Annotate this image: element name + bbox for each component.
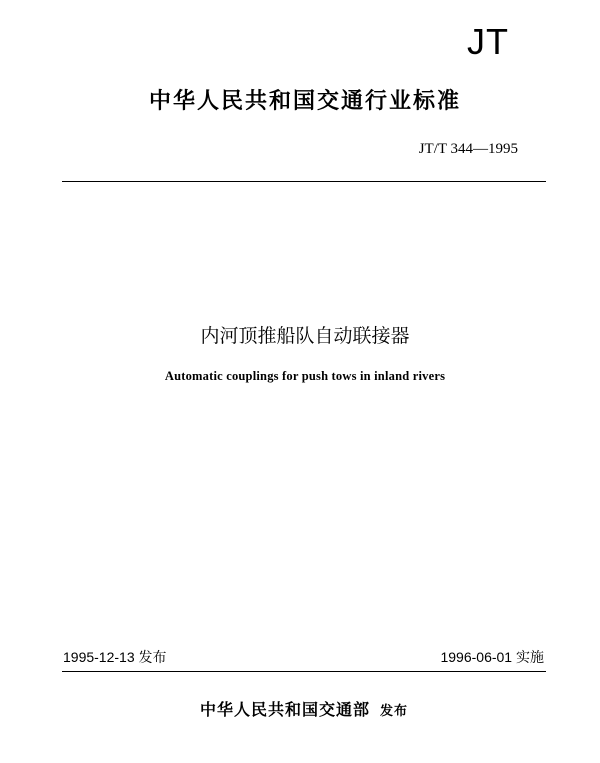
publisher-action: 发布 xyxy=(380,704,409,719)
document-title-english: Automatic couplings for push tows in inland rivers xyxy=(164,369,446,383)
document-title-chinese: 内河顶推船队自动联接器 xyxy=(200,325,410,347)
publisher-line xyxy=(0,699,600,723)
standard-number: JT/T 344—1995 xyxy=(418,141,518,157)
implementation-date: 1996-06-01 实施 xyxy=(440,649,544,665)
issue-date: 1995-12-13 发布 xyxy=(63,649,167,665)
top-divider xyxy=(62,181,546,182)
standard-category-title: 中华人民共和国交通行业标准 xyxy=(148,88,461,114)
bottom-divider xyxy=(62,671,546,672)
publisher-name: 中华人民共和国交通部 xyxy=(199,700,370,719)
standard-category-mark: JT xyxy=(467,21,509,62)
